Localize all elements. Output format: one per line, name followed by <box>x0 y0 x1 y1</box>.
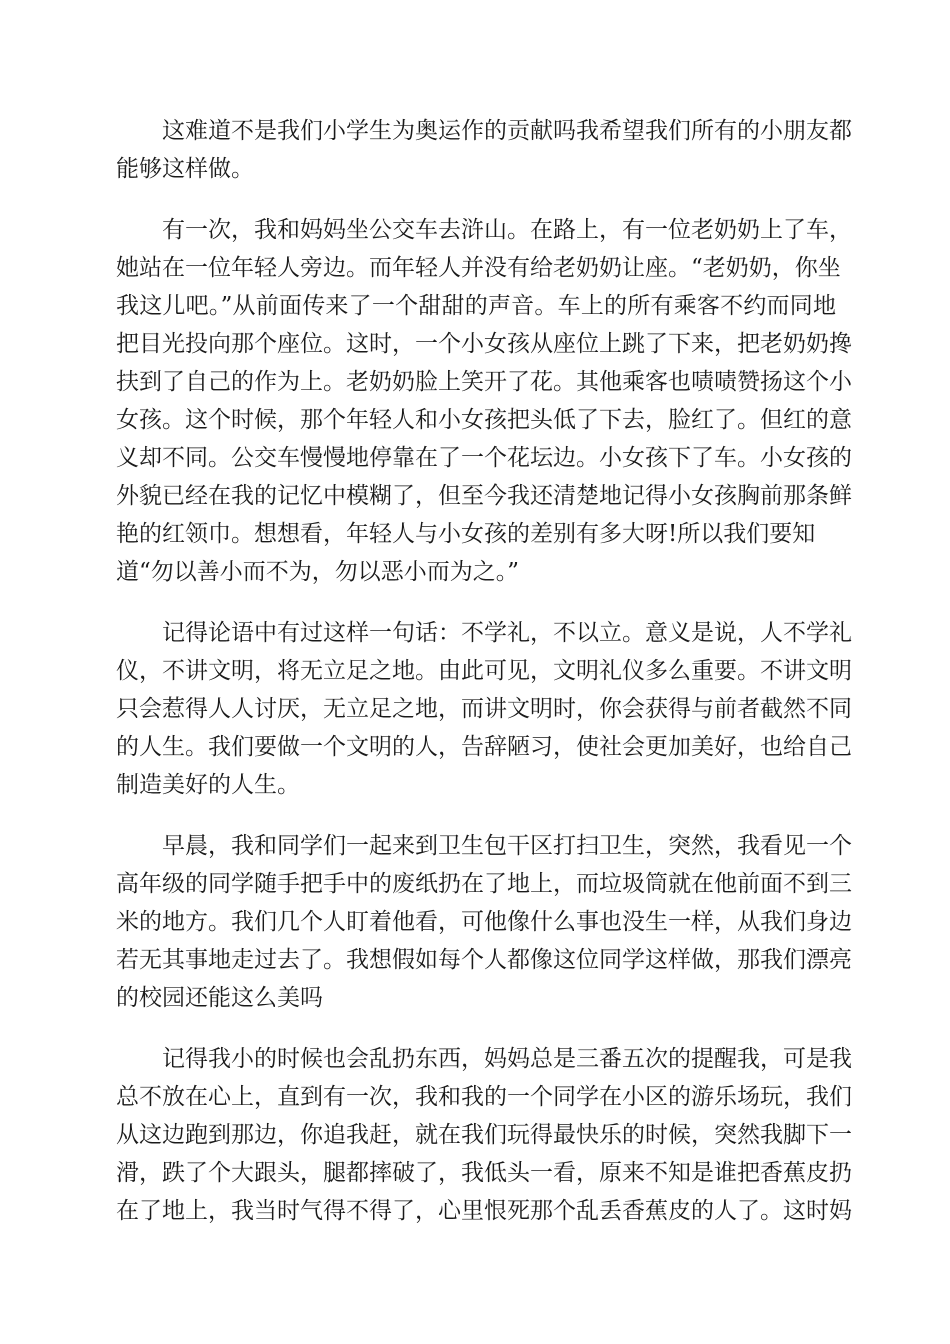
text-line: 有一次，我和妈妈坐公交车去浒山。在路上，有一位老奶奶上了车， <box>162 217 852 243</box>
text-line: 能够这样做。 <box>116 156 254 182</box>
text-line: 道“勿以善小而不为，勿以恶小而为之。” <box>116 559 520 585</box>
text-line: 义却不同。公交车慢慢地停靠在了一个花坛边。小女孩下了车。小女孩的 <box>116 445 852 471</box>
document-body <box>116 112 852 1253</box>
text-line: 制造美好的人生。 <box>116 772 300 798</box>
text-line: 滑，跌了个大跟头，腿都摔破了，我低头一看，原来不知是谁把香蕉皮扔 <box>116 1160 852 1186</box>
text-line: 早晨，我和同学们一起来到卫生包干区打扫卫生，突然，我看见一个 <box>162 833 852 859</box>
text-line: 这难道不是我们小学生为奥运作的贡献吗我希望我们所有的小朋友都 <box>162 118 852 144</box>
paragraph-4 <box>116 827 852 1017</box>
paragraph-1 <box>116 112 852 188</box>
text-line: 从这边跑到那边，你追我赶，就在我们玩得最快乐的时候，突然我脚下一 <box>116 1122 852 1148</box>
paragraph-3 <box>116 614 852 804</box>
text-line: 外貌已经在我的记忆中模糊了，但至今我还清楚地记得小女孩胸前那条鲜 <box>116 483 852 509</box>
text-line: 她站在一位年轻人旁边。而年轻人并没有给老奶奶让座。“老奶奶，你坐 <box>116 255 841 281</box>
text-line: 仪，不讲文明，将无立足之地。由此可见，文明礼仪多么重要。不讲文明 <box>116 658 852 684</box>
text-line: 米的地方。我们几个人盯着他看，可他像什么事也没生一样，从我们身边 <box>116 909 852 935</box>
text-line: 的校园还能这么美吗 <box>116 985 323 1011</box>
text-line: 女孩。这个时候，那个年轻人和小女孩把头低了下去，脸红了。但红的意 <box>116 407 852 433</box>
text-line: 的人生。我们要做一个文明的人，告辞陋习，使社会更加美好，也给自己 <box>116 734 852 760</box>
text-line: 扶到了自己的作为上。老奶奶脸上笑开了花。其他乘客也啧啧赞扬这个小 <box>116 369 852 395</box>
text-line: 总不放在心上，直到有一次，我和我的一个同学在小区的游乐场玩，我们 <box>116 1084 852 1110</box>
paragraph-2 <box>116 211 852 591</box>
text-line: 在了地上，我当时气得不得了，心里恨死那个乱丢香蕉皮的人了。这时妈 <box>116 1198 852 1224</box>
text-line: 把目光投向那个座位。这时，一个小女孩从座位上跳了下来，把老奶奶搀 <box>116 331 852 357</box>
text-line: 只会惹得人人讨厌，无立足之地，而讲文明时，你会获得与前者截然不同 <box>116 696 852 722</box>
text-line: 记得论语中有过这样一句话：不学礼，不以立。意义是说，人不学礼 <box>162 620 852 646</box>
paragraph-5 <box>116 1040 852 1230</box>
text-line: 记得我小的时候也会乱扔东西，妈妈总是三番五次的提醒我，可是我 <box>162 1046 852 1072</box>
text-line: 艳的红领巾。想想看，年轻人与小女孩的差别有多大呀!所以我们要知 <box>116 521 816 547</box>
text-line: 我这儿吧。”从前面传来了一个甜甜的声音。车上的所有乘客不约而同地 <box>116 293 836 319</box>
text-line: 高年级的同学随手把手中的废纸扔在了地上，而垃圾筒就在他前面不到三 <box>116 871 852 897</box>
text-line: 若无其事地走过去了。我想假如每个人都像这位同学这样做，那我们漂亮 <box>116 947 852 973</box>
